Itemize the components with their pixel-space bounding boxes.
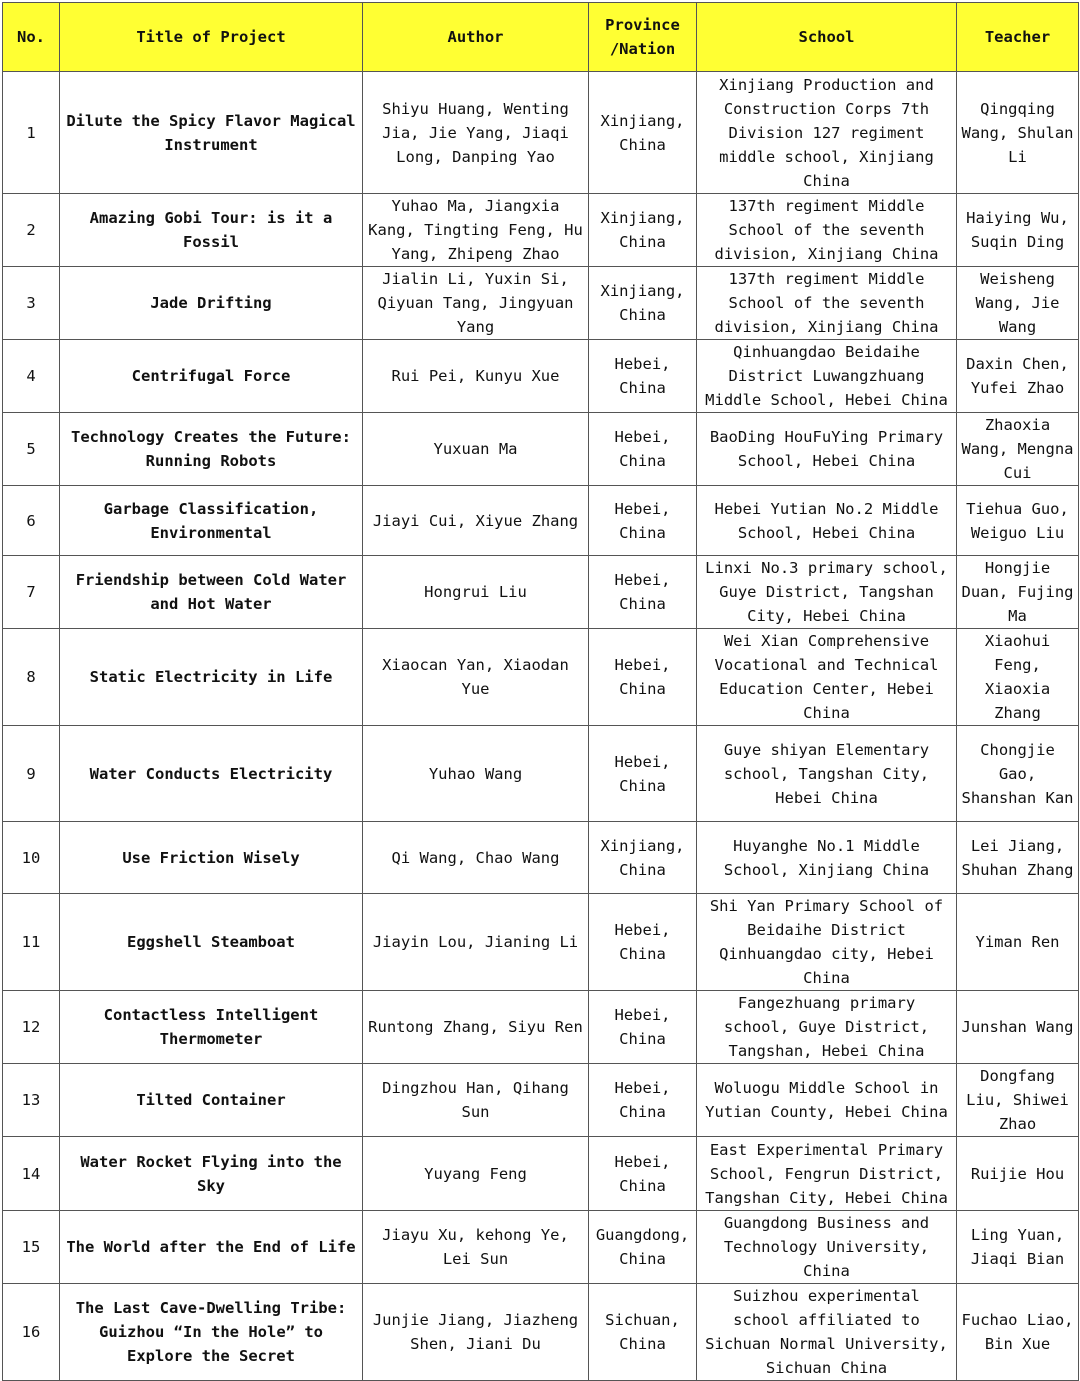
cell-author: Yuyang Feng bbox=[363, 1137, 589, 1211]
cell-teacher: Chongjie Gao, Shanshan Kan bbox=[957, 726, 1079, 822]
cell-no: 13 bbox=[3, 1064, 60, 1137]
header-title: Title of Project bbox=[60, 3, 363, 72]
cell-teacher: Dongfang Liu, Shiwei Zhao bbox=[957, 1064, 1079, 1137]
cell-teacher: Lei Jiang, Shuhan Zhang bbox=[957, 822, 1079, 894]
cell-title: Dilute the Spicy Flavor Magical Instrument bbox=[60, 72, 363, 194]
table-row bbox=[3, 486, 1079, 556]
cell-title: Eggshell Steamboat bbox=[60, 894, 363, 991]
cell-province: Hebei, China bbox=[589, 991, 697, 1064]
cell-school: 137th regiment Middle School of the seventh division, Xinjiang China bbox=[697, 267, 957, 340]
cell-no: 11 bbox=[3, 894, 60, 991]
cell-province: Hebei, China bbox=[589, 340, 697, 413]
cell-no: 3 bbox=[3, 267, 60, 340]
cell-no: 12 bbox=[3, 991, 60, 1064]
cell-author: Rui Pei, Kunyu Xue bbox=[363, 340, 589, 413]
cell-province: Hebei, China bbox=[589, 486, 697, 556]
cell-no: 6 bbox=[3, 486, 60, 556]
cell-author: Qi Wang, Chao Wang bbox=[363, 822, 589, 894]
cell-school: 137th regiment Middle School of the seventh division, Xinjiang China bbox=[697, 194, 957, 267]
cell-title: The Last Cave-Dwelling Tribe: Guizhou “In the Hole” to Explore the Secret bbox=[60, 1284, 363, 1381]
cell-title: Contactless Intelligent Thermometer bbox=[60, 991, 363, 1064]
cell-no: 4 bbox=[3, 340, 60, 413]
cell-no: 10 bbox=[3, 822, 60, 894]
cell-author: Yuhao Wang bbox=[363, 726, 589, 822]
cell-title: Tilted Container bbox=[60, 1064, 363, 1137]
cell-school: Suizhou experimental school affiliated to Sichuan Normal University, Sichuan China bbox=[697, 1284, 957, 1381]
cell-title: Friendship between Cold Water and Hot Water bbox=[60, 556, 363, 629]
cell-author: Jiayin Lou, Jianing Li bbox=[363, 894, 589, 991]
cell-teacher: Daxin Chen, Yufei Zhao bbox=[957, 340, 1079, 413]
table-row bbox=[3, 1284, 1079, 1381]
cell-author: Jialin Li, Yuxin Si, Qiyuan Tang, Jingyuan Yang bbox=[363, 267, 589, 340]
cell-province: Hebei, China bbox=[589, 894, 697, 991]
table-body bbox=[3, 72, 1079, 1381]
cell-author: Jiayu Xu, kehong Ye, Lei Sun bbox=[363, 1211, 589, 1284]
cell-province: Hebei, China bbox=[589, 1137, 697, 1211]
cell-school: Xinjiang Production and Construction Corps 7th Division 127 regiment middle school, Xinjiang China bbox=[697, 72, 957, 194]
cell-title: Jade Drifting bbox=[60, 267, 363, 340]
cell-teacher: Zhaoxia Wang, Mengna Cui bbox=[957, 413, 1079, 486]
cell-author: Shiyu Huang, Wenting Jia, Jie Yang, Jiaqi Long, Danping Yao bbox=[363, 72, 589, 194]
header-province: Province /Nation bbox=[589, 3, 697, 72]
cell-author: Hongrui Liu bbox=[363, 556, 589, 629]
cell-teacher: Fuchao Liao, Bin Xue bbox=[957, 1284, 1079, 1381]
cell-school: Guye shiyan Elementary school, Tangshan City, Hebei China bbox=[697, 726, 957, 822]
table-row bbox=[3, 991, 1079, 1064]
cell-school: Huyanghe No.1 Middle School, Xinjiang China bbox=[697, 822, 957, 894]
cell-no: 15 bbox=[3, 1211, 60, 1284]
cell-no: 14 bbox=[3, 1137, 60, 1211]
cell-province: Xinjiang, China bbox=[589, 72, 697, 194]
cell-province: Hebei, China bbox=[589, 726, 697, 822]
table-row bbox=[3, 340, 1079, 413]
cell-title: Amazing Gobi Tour: is it a Fossil bbox=[60, 194, 363, 267]
cell-teacher: Qingqing Wang, Shulan Li bbox=[957, 72, 1079, 194]
cell-teacher: Ruijie Hou bbox=[957, 1137, 1079, 1211]
table-row bbox=[3, 556, 1079, 629]
table-row bbox=[3, 629, 1079, 726]
table-row bbox=[3, 726, 1079, 822]
cell-province: Hebei, China bbox=[589, 629, 697, 726]
cell-school: Linxi No.3 primary school, Guye District, Tangshan City, Hebei China bbox=[697, 556, 957, 629]
cell-school: Fangezhuang primary school, Guye District, Tangshan, Hebei China bbox=[697, 991, 957, 1064]
header-school: School bbox=[697, 3, 957, 72]
cell-school: Guangdong Business and Technology University, China bbox=[697, 1211, 957, 1284]
cell-title: Water Conducts Electricity bbox=[60, 726, 363, 822]
cell-title: Use Friction Wisely bbox=[60, 822, 363, 894]
cell-title: Garbage Classification, Environmental bbox=[60, 486, 363, 556]
cell-no: 9 bbox=[3, 726, 60, 822]
cell-province: Hebei, China bbox=[589, 413, 697, 486]
table-row bbox=[3, 1137, 1079, 1211]
cell-no: 8 bbox=[3, 629, 60, 726]
cell-teacher: Hongjie Duan, Fujing Ma bbox=[957, 556, 1079, 629]
cell-teacher: Xiaohui Feng, Xiaoxia Zhang bbox=[957, 629, 1079, 726]
header-no: No. bbox=[3, 3, 60, 72]
cell-title: Technology Creates the Future: Running Robots bbox=[60, 413, 363, 486]
cell-school: Qinhuangdao Beidaihe District Luwangzhuang Middle School, Hebei China bbox=[697, 340, 957, 413]
cell-teacher: Weisheng Wang, Jie Wang bbox=[957, 267, 1079, 340]
header-author: Author bbox=[363, 3, 589, 72]
cell-school: Shi Yan Primary School of Beidaihe District Qinhuangdao city, Hebei China bbox=[697, 894, 957, 991]
cell-province: Xinjiang, China bbox=[589, 267, 697, 340]
table-row bbox=[3, 1211, 1079, 1284]
cell-author: Yuhao Ma, Jiangxia Kang, Tingting Feng, Hu Yang, Zhipeng Zhao bbox=[363, 194, 589, 267]
cell-title: Static Electricity in Life bbox=[60, 629, 363, 726]
cell-school: Hebei Yutian No.2 Middle School, Hebei China bbox=[697, 486, 957, 556]
cell-school: Wei Xian Comprehensive Vocational and Technical Education Center, Hebei China bbox=[697, 629, 957, 726]
header-row bbox=[3, 3, 1079, 72]
table-row bbox=[3, 894, 1079, 991]
cell-author: Runtong Zhang, Siyu Ren bbox=[363, 991, 589, 1064]
header-teacher: Teacher bbox=[957, 3, 1079, 72]
cell-title: Centrifugal Force bbox=[60, 340, 363, 413]
cell-author: Yuxuan Ma bbox=[363, 413, 589, 486]
cell-teacher: Haiying Wu, Suqin Ding bbox=[957, 194, 1079, 267]
cell-title: The World after the End of Life bbox=[60, 1211, 363, 1284]
table-row bbox=[3, 72, 1079, 194]
cell-no: 2 bbox=[3, 194, 60, 267]
projects-table bbox=[2, 2, 1079, 1381]
cell-no: 16 bbox=[3, 1284, 60, 1381]
table-row bbox=[3, 194, 1079, 267]
table-row bbox=[3, 1064, 1079, 1137]
cell-province: Hebei, China bbox=[589, 556, 697, 629]
table-row bbox=[3, 413, 1079, 486]
table-row bbox=[3, 267, 1079, 340]
cell-teacher: Tiehua Guo, Weiguo Liu bbox=[957, 486, 1079, 556]
cell-province: Hebei, China bbox=[589, 1064, 697, 1137]
cell-school: Woluogu Middle School in Yutian County, Hebei China bbox=[697, 1064, 957, 1137]
cell-province: Sichuan, China bbox=[589, 1284, 697, 1381]
cell-author: Xiaocan Yan, Xiaodan Yue bbox=[363, 629, 589, 726]
cell-province: Xinjiang, China bbox=[589, 822, 697, 894]
table-header bbox=[3, 3, 1079, 72]
cell-title: Water Rocket Flying into the Sky bbox=[60, 1137, 363, 1211]
cell-no: 5 bbox=[3, 413, 60, 486]
cell-province: Xinjiang, China bbox=[589, 194, 697, 267]
cell-teacher: Junshan Wang bbox=[957, 991, 1079, 1064]
cell-teacher: Yiman Ren bbox=[957, 894, 1079, 991]
cell-school: BaoDing HouFuYing Primary School, Hebei China bbox=[697, 413, 957, 486]
table-row bbox=[3, 822, 1079, 894]
cell-author: Jiayi Cui, Xiyue Zhang bbox=[363, 486, 589, 556]
cell-school: East Experimental Primary School, Fengrun District, Tangshan City, Hebei China bbox=[697, 1137, 957, 1211]
cell-teacher: Ling Yuan, Jiaqi Bian bbox=[957, 1211, 1079, 1284]
cell-no: 1 bbox=[3, 72, 60, 194]
cell-author: Dingzhou Han, Qihang Sun bbox=[363, 1064, 589, 1137]
cell-author: Junjie Jiang, Jiazheng Shen, Jiani Du bbox=[363, 1284, 589, 1381]
cell-no: 7 bbox=[3, 556, 60, 629]
cell-province: Guangdong, China bbox=[589, 1211, 697, 1284]
